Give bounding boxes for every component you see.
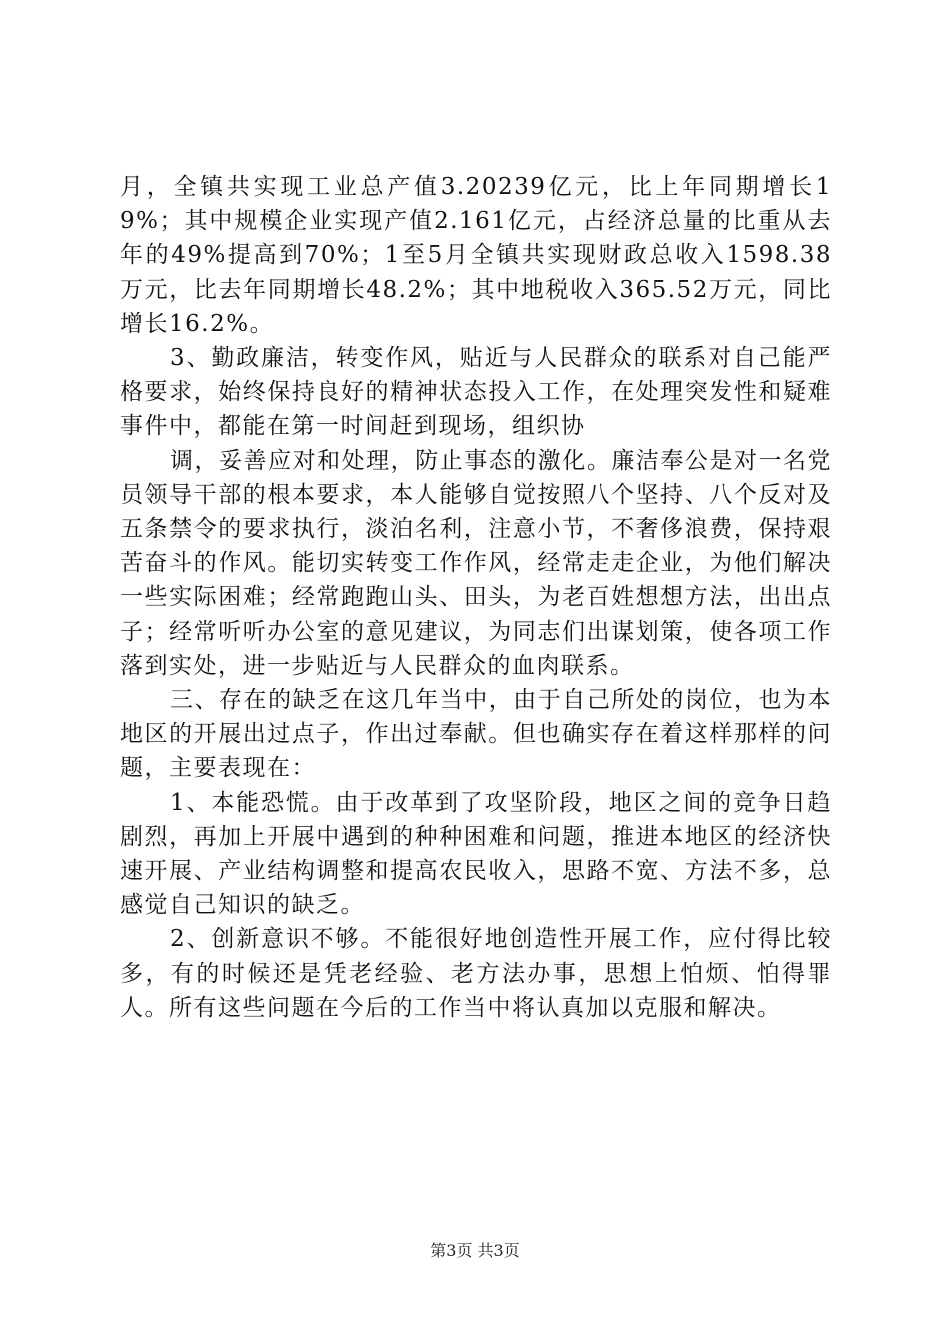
document-body bbox=[120, 170, 832, 1025]
paragraph-integrity-continued: 调，妥善应对和处理，防止事态的激化。廉洁奉公是对一名党员领导干部的根本要求，本人能够自觉按照八个坚持、八个反对及五条禁令的要求执行，淡泊名利，注意小节，不奢侈浪费，保持艰苦奋斗的作风。能切实转变工作作风，经常走走企业，为他们解决一些实际困难；经常跑跑山头、田头，为老百姓想想方法，出出点子；经常听听办公室的意见建议，为同志们出谋划策，使各项工作落到实处，进一步贴近与人民群众的血肉联系。 bbox=[120, 447, 832, 679]
page-footer: 第3页 共3页 bbox=[430, 1241, 520, 1260]
paragraph-integrity: 3、勤政廉洁，转变作风，贴近与人民群众的联系对自己能严格要求，始终保持良好的精神状态投入工作，在处理突发性和疑难事件中，都能在第一时间赶到现场，组织协 bbox=[120, 345, 832, 440]
paragraph-issue-2: 2、创新意识不够。不能很好地创造性开展工作，应付得比较多，有的时候还是凭老经验、老方法办事，思想上怕烦、怕得罪人。所有这些问题在今后的工作当中将认真加以克服和解决。 bbox=[120, 926, 832, 1021]
paragraph-issue-1: 1、本能恐慌。由于改革到了攻坚阶段，地区之间的竞争日趋剧烈，再加上开展中遇到的种种困难和问题，推进本地区的经济快速开展、产业结构调整和提高农民收入，思路不宽、方法不多，总感觉自己知识的缺乏。 bbox=[120, 789, 832, 919]
paragraph-shortcomings: 三、存在的缺乏在这几年当中，由于自己所处的岗位，也为本地区的开展出过点子，作出过奉献。但也确实存在着这样那样的问题，主要表现在： bbox=[120, 687, 832, 782]
paragraph-statistics: 月，全镇共实现工业总产值3.20239亿元，比上年同期增长19%；其中规模企业实现产值2.161亿元，占经济总量的比重从去年的49%提高到70%；1至5月全镇共实现财政总收入1598.38万元，比去年同期增长48.2%；其中地税收入365.52万元，同比增长16.2%。 bbox=[120, 174, 832, 337]
